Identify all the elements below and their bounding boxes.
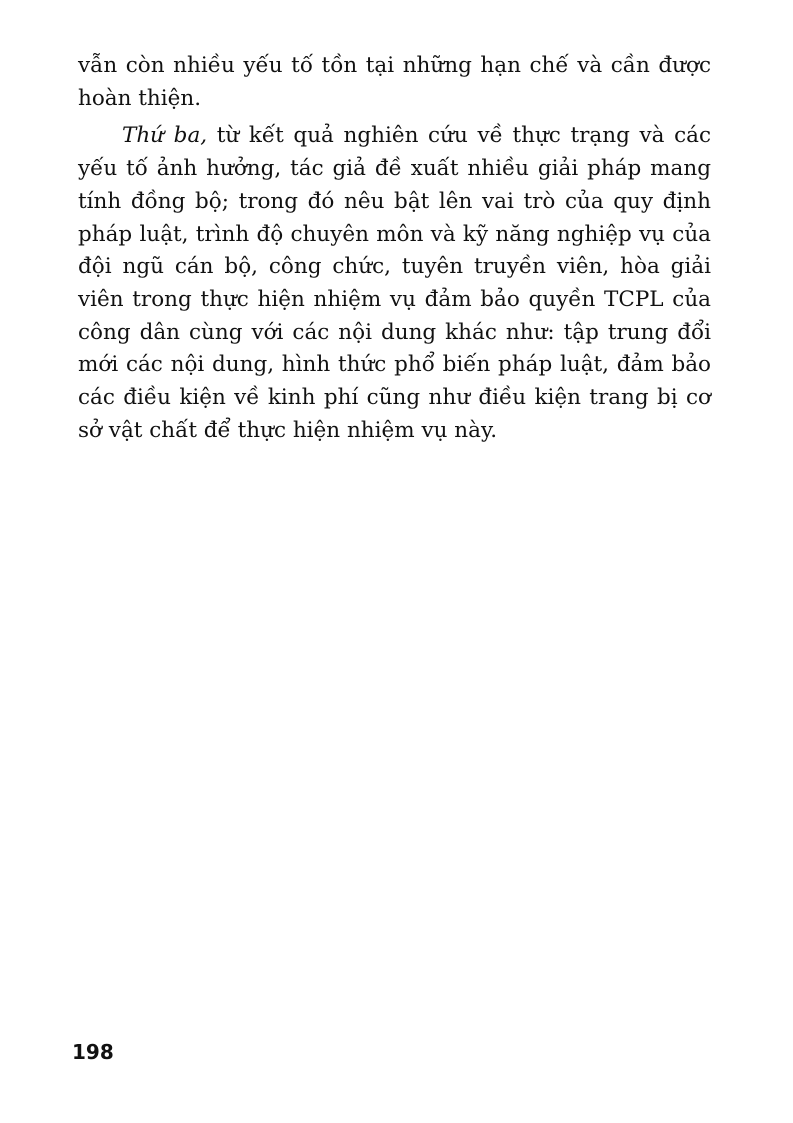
body-text <box>78 50 711 447</box>
paragraph-lead-in: Thứ ba, <box>122 123 208 149</box>
paragraph-continuation <box>78 50 711 115</box>
paragraph-text: từ kết quả nghiên cứu về thực trạng và các yếu tố ảnh hưởng, tác giả đề xuất nhiều giải pháp mang tính đồng bộ; trong đó nêu bật lên vai trò của quy định pháp luật, trình độ chuyên môn và kỹ năng nghiệp vụ của đội ngũ cán bộ, công chức, tuyên truyền viên, hòa giải viên trong thực hiện nhiệm vụ đảm bảo quyền TCPL của công dân cùng với các nội dung khác như: tập trung đổi mới các nội dung, hình thức phổ biến pháp luật, đảm bảo các điều kiện về kinh phí cũng như điều kiện trang bị cơ sở vật chất để thực hiện nhiệm vụ này. <box>78 123 711 443</box>
paragraph-third-point <box>78 120 711 447</box>
page-number: 198 <box>72 1040 114 1064</box>
paragraph-text: vẫn còn nhiều yếu tố tồn tại những hạn chế và cần được hoàn thiện. <box>78 53 711 111</box>
